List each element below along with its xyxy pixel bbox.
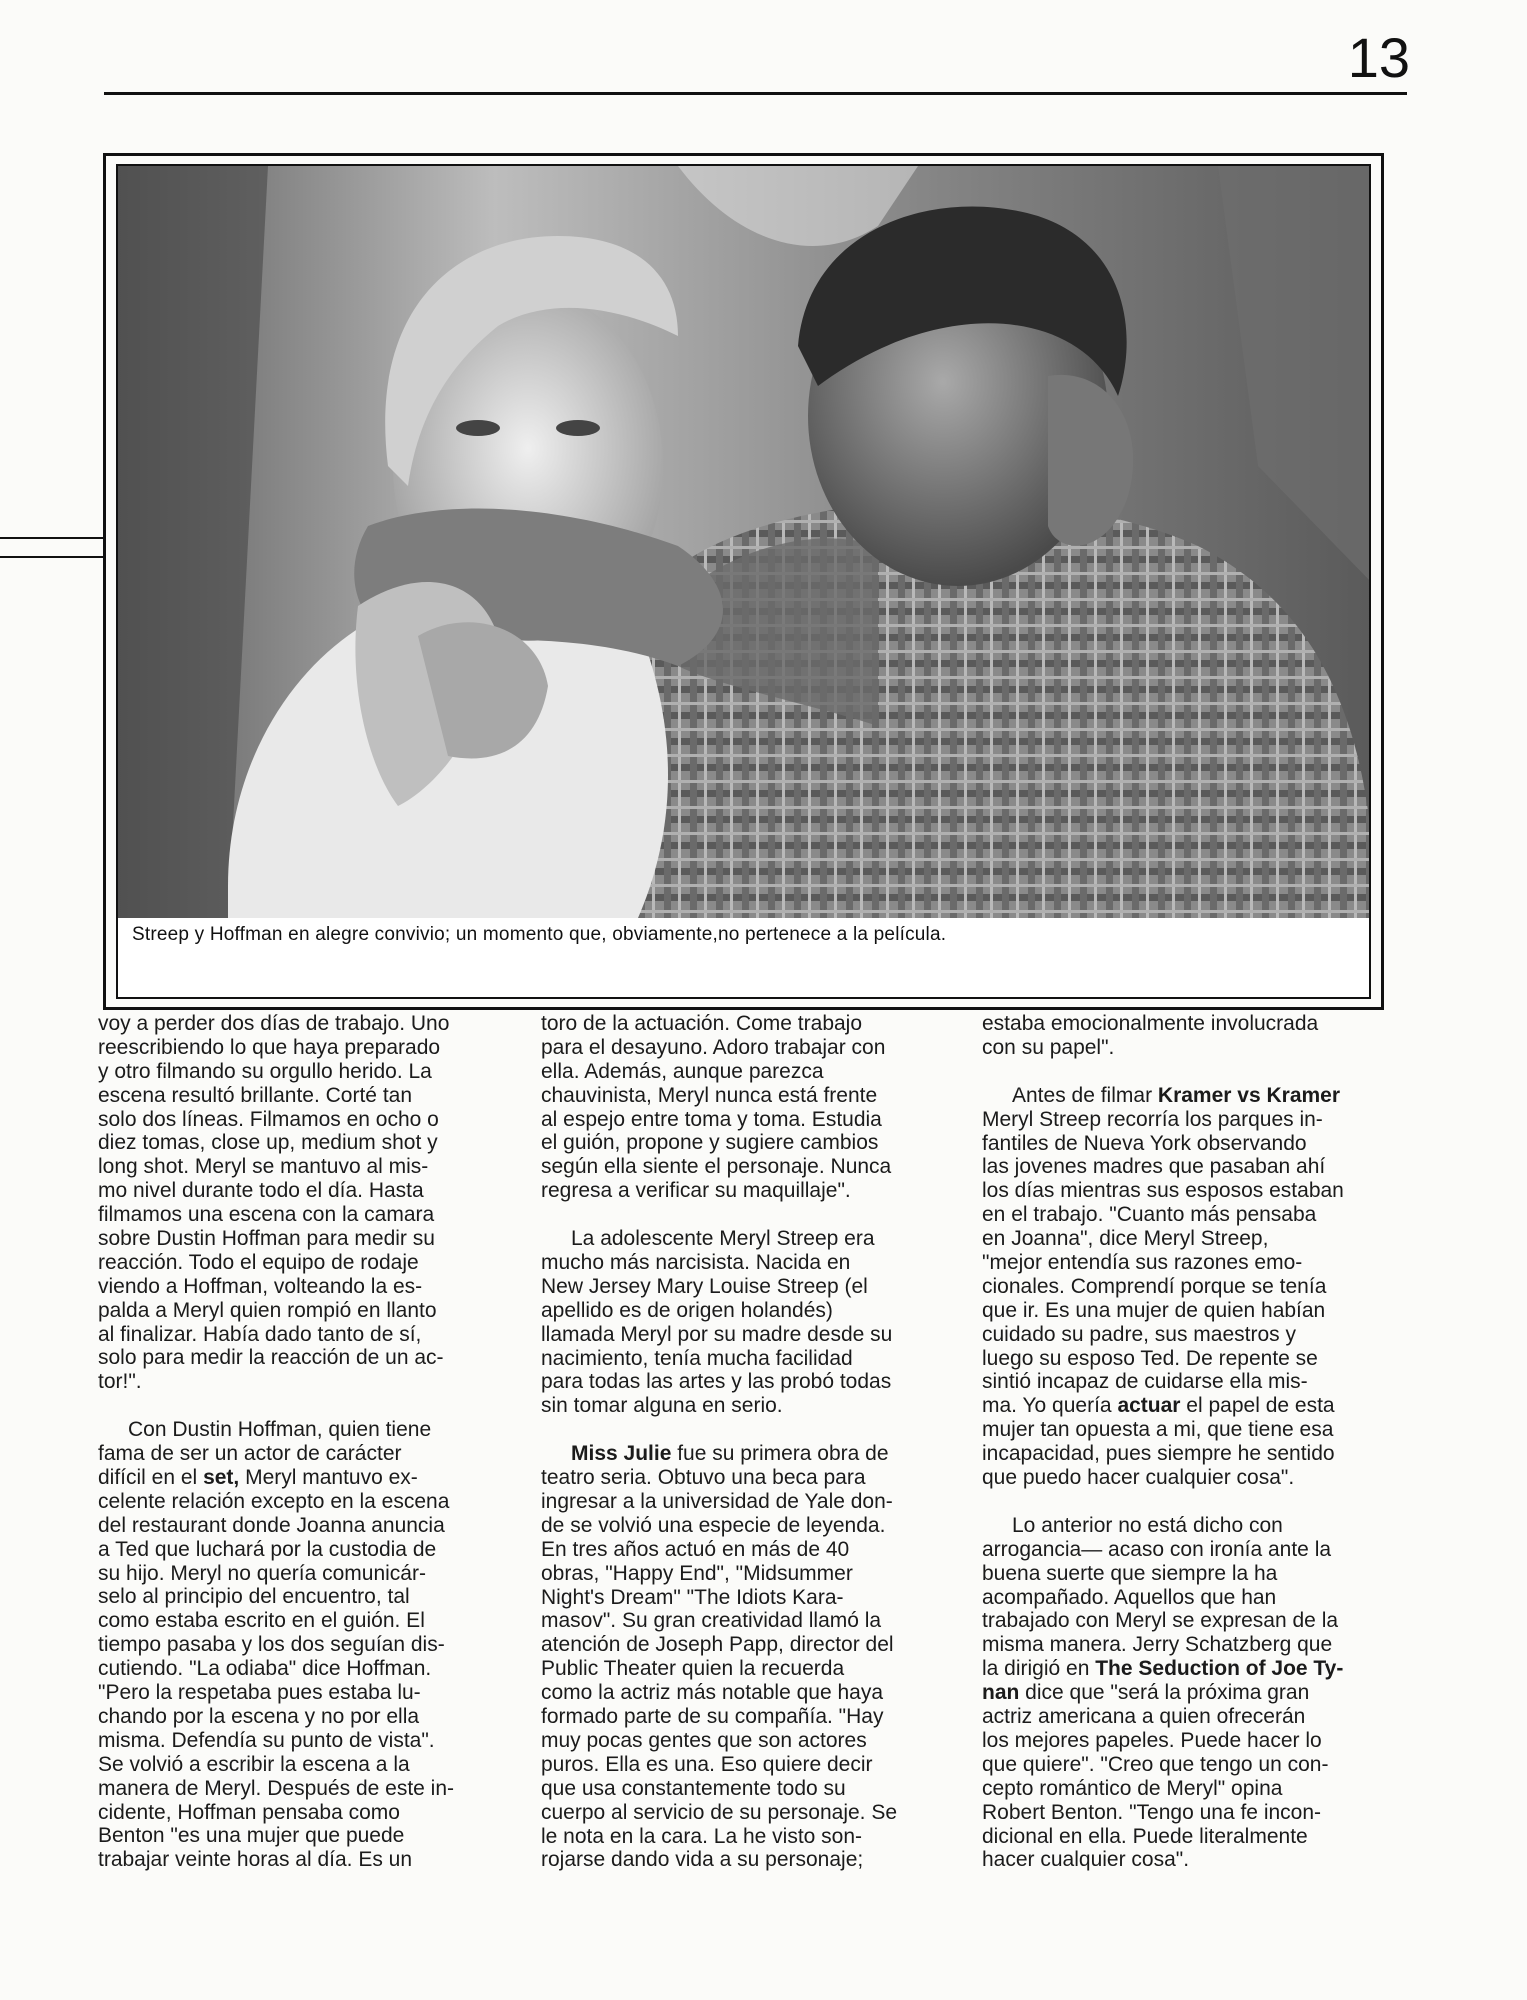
article-line: de se volvió una especie de leyenda. — [541, 1513, 886, 1537]
article-line: cepto romántico de Meryl" opina — [982, 1776, 1283, 1800]
page-number: 13 — [1347, 26, 1410, 89]
article-line: para el desayuno. Adoro trabajar con — [541, 1035, 886, 1059]
article-line: Lo anterior no está dicho con — [1012, 1513, 1283, 1537]
article-line: escena resultó brillante. Corté tan — [98, 1083, 413, 1107]
article-line: con su papel". — [982, 1035, 1115, 1059]
article-line: acompañado. Aquellos que han — [982, 1585, 1277, 1609]
article-line: manera de Meryl. Después de este in- — [98, 1776, 455, 1800]
photo-caption: Streep y Hoffman en alegre convivio; un momento que, obviamente,no pertenece a la película. — [132, 924, 947, 945]
article-line: buena suerte que siempre la ha — [982, 1561, 1278, 1585]
article-line: long shot. Meryl se mantuvo al mis- — [98, 1155, 429, 1179]
photo-inner-frame — [116, 164, 1371, 999]
article-line: y otro filmando su orgullo herido. La — [98, 1059, 432, 1083]
article-line: el guión, propone y sugiere cambios — [541, 1131, 879, 1155]
article-line: las jovenes madres que pasaban ahí — [982, 1155, 1326, 1179]
article-line: le nota en la cara. La he visto son- — [541, 1824, 863, 1848]
article-line: reacción. Todo el equipo de rodaje — [98, 1250, 419, 1274]
text-column-3 — [982, 1012, 1374, 1872]
top-rule — [104, 92, 1407, 95]
article-line: la dirigió en The Seduction of Joe Ty- — [982, 1657, 1344, 1681]
article-line: En tres años actuó en más de 40 — [541, 1537, 850, 1561]
article-line: apellido es de origen holandés) — [541, 1298, 833, 1322]
photo — [118, 166, 1371, 918]
paragraph-gap — [541, 1418, 935, 1442]
article-line: voy a perder dos días de trabajo. Uno — [98, 1012, 450, 1035]
text-column-1 — [98, 1012, 492, 1872]
article-line: fama de ser un actor de carácter — [98, 1442, 402, 1466]
article-line: dicional en ella. Puede literalmente — [982, 1824, 1308, 1848]
article-line: La adolescente Meryl Streep era — [571, 1227, 875, 1251]
article-line: toro de la actuación. Come trabajo — [541, 1012, 863, 1035]
article-line: como estaba escrito en el guión. El — [98, 1609, 425, 1633]
article-line: celente relación excepto en la escena — [98, 1489, 450, 1513]
article-line: del restaurant donde Joanna anuncia — [98, 1513, 445, 1537]
article-line: trabajar veinte horas al día. Es un — [98, 1848, 413, 1872]
article-line: su hijo. Meryl no quería comunicár- — [98, 1561, 426, 1585]
paragraph-gap — [982, 1060, 1374, 1084]
article-line: Public Theater quien la recuerda — [541, 1657, 845, 1681]
article-line: mujer tan opuesta a mi, que tiene esa — [982, 1418, 1334, 1442]
article-line: ma. Yo quería actuar el papel de esta — [982, 1394, 1335, 1418]
article-line: obras, "Happy End", "Midsummer — [541, 1561, 853, 1585]
article-line: llamada Meryl por su madre desde su — [541, 1322, 893, 1346]
paragraph-gap — [98, 1394, 492, 1418]
article-line: atención de Joseph Papp, director del — [541, 1633, 894, 1657]
article-line: chando por la escena y no por ella — [98, 1704, 420, 1728]
article-line: tiempo pasaba y los dos seguían dis- — [98, 1633, 445, 1657]
article-line: Robert Benton. "Tengo una fe incon- — [982, 1800, 1322, 1824]
article-line: arrogancia— acaso con ironía ante la — [982, 1537, 1332, 1561]
article-line: Night's Dream" "The Idiots Kara- — [541, 1585, 844, 1609]
article-line: misma. Defendía su punto de vista". — [98, 1728, 435, 1752]
text-column-2 — [541, 1012, 935, 1872]
article-line: cutiendo. "La odiaba" dice Hoffman. — [98, 1657, 432, 1681]
article-line: los mejores papeles. Puede hacer lo — [982, 1728, 1322, 1752]
article-line: Miss Julie fue su primera obra de — [571, 1442, 889, 1466]
article-line: sin tomar alguna en serio. — [541, 1394, 783, 1418]
article-line: palda a Meryl quien rompió en llanto — [98, 1298, 437, 1322]
article-line: difícil en el set, Meryl mantuvo ex- — [98, 1466, 418, 1490]
article-line: viendo a Hoffman, volteando la es- — [98, 1274, 423, 1298]
article-line: mucho más narcisista. Nacida en — [541, 1251, 851, 1275]
article-line: rojarse dando vida a su personaje; — [541, 1848, 864, 1872]
article-line: Con Dustin Hoffman, quien tiene — [128, 1418, 432, 1442]
article-line: que ir. Es una mujer de quien habían — [982, 1298, 1326, 1322]
article-line: que usa constantemente todo su — [541, 1776, 846, 1800]
article-line: en el trabajo. "Cuanto más pensaba — [982, 1203, 1317, 1227]
article-line: que puedo hacer cualquier cosa". — [982, 1466, 1295, 1490]
article-line: selo al principio del encuentro, tal — [98, 1585, 410, 1609]
article-line: mo nivel durante todo el día. Hasta — [98, 1179, 424, 1203]
article-line: fantiles de Nueva York observando — [982, 1131, 1307, 1155]
article-line: los días mientras sus esposos estaban — [982, 1179, 1344, 1203]
article-line: cidente, Hoffman pensaba como — [98, 1800, 400, 1824]
article-line: estaba emocionalmente involucrada — [982, 1012, 1319, 1035]
article-line: nan dice que "será la próxima gran — [982, 1681, 1310, 1705]
article-line: filmamos una escena con la camara — [98, 1203, 435, 1227]
article-line: solo para medir la reacción de un ac- — [98, 1346, 444, 1370]
article-line: Benton "es una mujer que puede — [98, 1824, 405, 1848]
article-line: en Joanna", dice Meryl Streep, — [982, 1227, 1269, 1251]
article-line: masov". Su gran creatividad llamó la — [541, 1609, 882, 1633]
article-line: ingresar a la universidad de Yale don- — [541, 1490, 893, 1514]
article-line: Antes de filmar Kramer vs Kramer — [1012, 1083, 1341, 1107]
article-line: para todas las artes y las probó todas — [541, 1370, 892, 1394]
left-margin-mark-bottom — [0, 556, 104, 558]
article-line: al finalizar. Había dado tanto de sí, — [98, 1322, 422, 1346]
article-line: nacimiento, tenía mucha facilidad — [541, 1346, 853, 1370]
article-line: actriz americana a quien ofrecerán — [982, 1705, 1306, 1729]
article-line: Se volvió a escribir la escena a la — [98, 1752, 410, 1776]
paragraph-gap — [541, 1203, 935, 1227]
article-line: luego su esposo Ted. De repente se — [982, 1346, 1318, 1370]
article-line: incapacidad, pues siempre he sentido — [982, 1442, 1335, 1466]
article-line: que quiere". "Creo que tengo un con- — [982, 1752, 1329, 1776]
article-line: Meryl Streep recorría los parques in- — [982, 1107, 1323, 1131]
article-line: cuerpo al servicio de su personaje. Se — [541, 1800, 898, 1824]
article-line: puros. Ella es una. Eso quiere decir — [541, 1752, 873, 1776]
paragraph-gap — [982, 1490, 1374, 1514]
article-line: al espejo entre toma y toma. Estudia — [541, 1107, 882, 1131]
article-line: a Ted que luchará por la custodia de — [98, 1537, 437, 1561]
article-line: cionales. Comprendí porque se tenía — [982, 1274, 1327, 1298]
article-line: hacer cualquier cosa". — [982, 1848, 1190, 1872]
article-line: diez tomas, close up, medium shot y — [98, 1131, 438, 1155]
article-line: trabajado con Meryl se expresan de la — [982, 1609, 1339, 1633]
article-line: muy pocas gentes que son actores — [541, 1728, 867, 1752]
article-line: "mejor entendía sus razones emo- — [982, 1251, 1303, 1275]
article-line: formado parte de su compañía. "Hay — [541, 1705, 884, 1729]
article-line: New Jersey Mary Louise Streep (el — [541, 1274, 868, 1298]
article-line: sintió incapaz de cuidarse ella mis- — [982, 1370, 1308, 1394]
article-line: regresa a verificar su maquillaje". — [541, 1179, 851, 1203]
article-line: cuidado su padre, sus maestros y — [982, 1322, 1296, 1346]
article-line: sobre Dustin Hoffman para medir su — [98, 1227, 435, 1251]
article-line: misma manera. Jerry Schatzberg que — [982, 1633, 1333, 1657]
article-line: como la actriz más notable que haya — [541, 1681, 884, 1705]
article-line: "Pero la respetaba pues estaba lu- — [98, 1681, 421, 1705]
left-margin-mark-top — [0, 537, 104, 539]
article-line: según ella siente el personaje. Nunca — [541, 1155, 892, 1179]
article-line: ella. Además, aunque parezca — [541, 1059, 824, 1083]
article-line: solo dos líneas. Filmamos en ocho o — [98, 1107, 439, 1131]
article-line: tor!". — [98, 1370, 142, 1394]
article-line: reescribiendo lo que haya preparado — [98, 1035, 441, 1059]
photo-frame — [103, 153, 1384, 1010]
article-line: teatro seria. Obtuvo una beca para — [541, 1466, 866, 1490]
article-line: chauvinista, Meryl nunca está frente — [541, 1083, 878, 1107]
